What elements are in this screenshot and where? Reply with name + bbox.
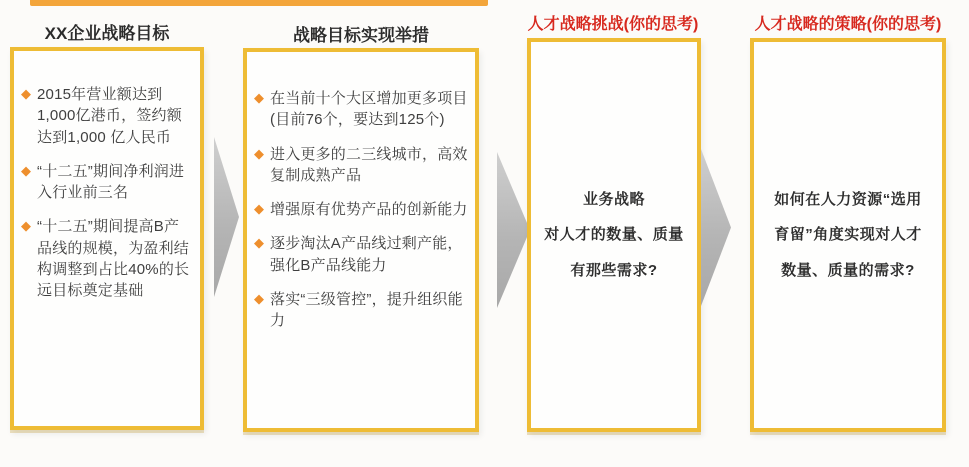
diamond-bullet-icon: ◆ xyxy=(21,86,32,101)
bullet-item xyxy=(254,144,469,187)
bullet-item xyxy=(254,289,469,332)
talent-challenge-question xyxy=(544,182,684,288)
column1-title: XX企业战略目标 xyxy=(44,24,170,43)
bullet-text: 增强原有优势产品的创新能力 xyxy=(270,201,468,219)
bullet-text: 落实“三级管控”，提升组织能力 xyxy=(270,291,463,330)
talent-strategy-box xyxy=(750,38,946,432)
diamond-bullet-icon: ◆ xyxy=(254,90,265,105)
diamond-bullet-icon: ◆ xyxy=(21,162,32,178)
diamond-bullet-icon: ◆ xyxy=(254,235,265,251)
strategy-goals-list xyxy=(14,51,200,302)
bullet-item xyxy=(254,88,469,131)
bullet-item xyxy=(21,84,194,148)
right-arrow-icon xyxy=(701,149,731,306)
diamond-bullet-icon: ◆ xyxy=(254,145,265,161)
bullet-text: “十二五”期间净利润进入行业前三名 xyxy=(37,162,185,202)
bullet-text: “十二五”期间提高B产品线的规模，为盈利结构调整到占比40%的长远目标奠定基础 xyxy=(37,218,190,300)
bullet-text: 在当前十个大区增加更多项目(目前76个，要达到125个) xyxy=(270,90,468,129)
column2-title xyxy=(243,21,479,46)
talent-challenge-box xyxy=(527,38,701,432)
top-accent-bar xyxy=(30,0,488,6)
question-line: 对人才的数量、质量 xyxy=(544,226,684,244)
bullet-text: 2015年营业额达到 1,000亿港币，签约额达到1,000 亿人民币 xyxy=(37,86,182,146)
column4-title: 人才战略的策略(你的思考) xyxy=(754,16,942,33)
right-arrow-icon xyxy=(214,137,239,297)
strategy-goals-box xyxy=(10,47,204,430)
column3-title: 人才战略挑战(你的思考) xyxy=(527,16,699,33)
bullet-item xyxy=(254,233,469,276)
diamond-bullet-icon: ◆ xyxy=(254,201,265,217)
implementation-measures-box xyxy=(243,48,479,432)
talent-strategy-question xyxy=(774,182,922,288)
column2-title-text: 战略目标实现举措 xyxy=(293,26,429,50)
right-arrow-icon xyxy=(497,152,530,308)
diamond-bullet-icon: ◆ xyxy=(254,291,265,307)
bullet-item xyxy=(21,216,194,301)
question-line: 育留”角度实现对人才 xyxy=(774,226,922,244)
bullet-item xyxy=(254,199,469,220)
bullet-text: 进入更多的二三线城市，高效复制成熟产品 xyxy=(270,145,468,184)
question-line: 数量、质量的需求? xyxy=(781,261,915,279)
diamond-bullet-icon: ◆ xyxy=(21,218,32,234)
bullet-text: 逐步淘汰A产品线过剩产能，强化B产品线能力 xyxy=(270,235,463,274)
question-line: 业务战略 xyxy=(582,191,645,209)
question-line: 如何在人力资源“选用 xyxy=(774,191,922,209)
implementation-measures-list xyxy=(247,52,475,332)
bullet-item xyxy=(21,161,194,204)
question-line: 有那些需求? xyxy=(570,261,658,279)
